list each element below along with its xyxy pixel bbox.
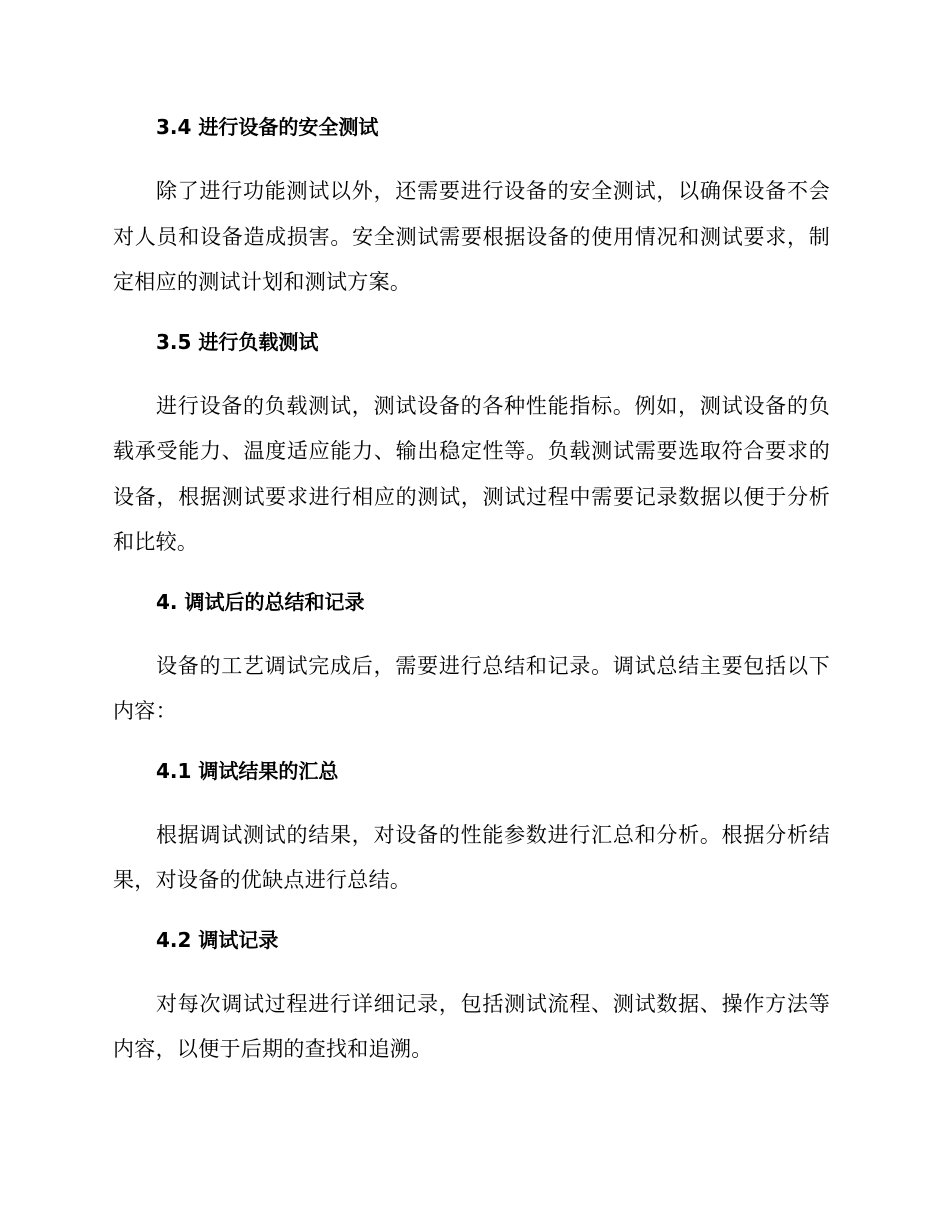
section-paragraph-3-4: 除了进行功能测试以外，还需要进行设备的安全测试，以确保设备不会对人员和设备造成损害。安全测试需要根据设备的使用情况和测试要求，制定相应的测试计划和测试方案。 [113, 179, 830, 294]
spacer [113, 357, 830, 384]
section-paragraph-4-1: 根据调试测试的结果，对设备的性能参数进行汇总和分析。根据分析结果，对设备的优缺点进行总结。 [113, 822, 830, 892]
section-paragraph-3-5: 进行设备的负载测试，测试设备的各种性能指标。例如，测试设备的负载承受能力、温度适应能力、输出稳定性等。负载测试需要选取符合要求的设备，根据测试要求进行相应的测试，测试过程中需要记录数据以便于分析和比较。 [113, 393, 830, 554]
spacer [113, 566, 830, 587]
section-heading-3-5: 3.5 进行负载测试 [156, 329, 319, 354]
spacer [113, 306, 830, 327]
spacer [113, 955, 830, 982]
spacer [113, 617, 830, 644]
spacer [113, 786, 830, 813]
spacer [113, 904, 830, 925]
section-heading-4-1: 4.1 调试结果的汇总 [156, 758, 339, 783]
section-paragraph-4: 设备的工艺调试完成后，需要进行总结和记录。调试总结主要包括以下内容： [113, 653, 830, 723]
section-heading-4: 4. 调试后的总结和记录 [156, 589, 365, 614]
section-heading-3-4: 3.4 进行设备的安全测试 [156, 115, 379, 139]
spacer [113, 142, 830, 169]
spacer [113, 735, 830, 756]
section-paragraph-4-2: 对每次调试过程进行详细记录，包括测试流程、测试数据、操作方法等内容，以便于后期的查找和追溯。 [113, 991, 830, 1061]
section-heading-4-2: 4.2 调试记录 [156, 927, 279, 952]
